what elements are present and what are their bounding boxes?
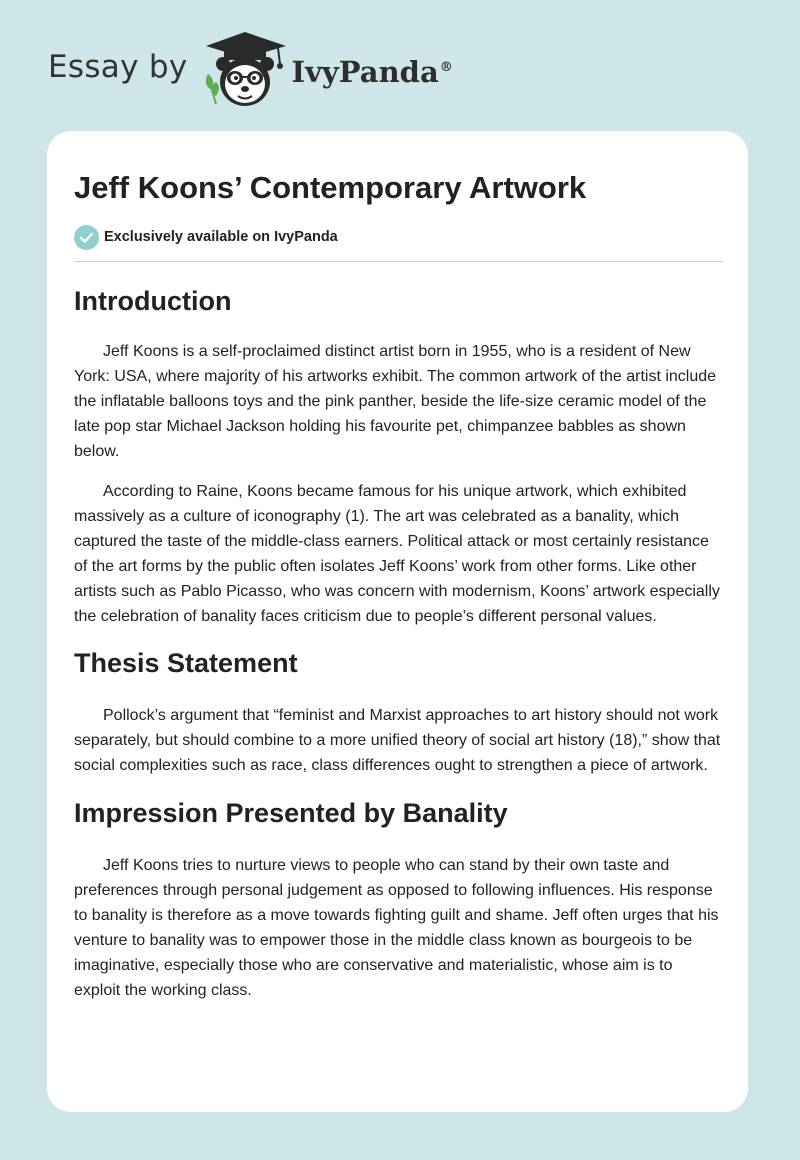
paragraph: Jeff Koons tries to nurture views to people who can stand by their own taste and preferences through personal judgement as opposed to following influences. His response to banality is therefore as a move towards fighting guilt and shame. Jeff often urges that his venture to banality was to empower those in the middle class known as bourgeois to be imaginative, especially those who are conservative and materialistic, whose aim is to exploit the working class. — [74, 857, 719, 999]
panda-logo-icon — [202, 30, 288, 110]
paragraph: According to Raine, Koons became famous for his unique artwork, which exhibited massively as a culture of iconography (1). The art was celebrated as a banality, which captured the taste of the middle-class earners. Political attack or most certainly resistance of the art forms by the public often isolates Jeff Koons’ work from other forms. Like other artists such as Pablo Picasso, who was concern with modernism, Koons’ artwork especially the celebration of banality faces criticism due to people’s different personal values. — [74, 483, 720, 625]
section-heading: Introduction — [74, 286, 232, 316]
brand-header — [48, 30, 453, 110]
section-impression-banality — [74, 796, 722, 1003]
exclusive-label: Exclusively available on IvyPanda — [104, 229, 338, 245]
check-circle-icon — [74, 225, 99, 250]
section-heading: Thesis Statement — [74, 648, 298, 678]
exclusive-badge — [74, 224, 722, 250]
essay-card — [47, 131, 748, 1112]
essay-by-label: Essay by — [48, 49, 188, 85]
section-heading: Impression Presented by Banality — [74, 798, 508, 828]
paragraph: Jeff Koons is a self-proclaimed distinct artist born in 1955, who is a resident of New York: USA, where majority of his artworks exhibit. The common artwork of the artist include the inflatable balloons toys and the pink panther, beside the life-size ceramic model of the late pop star Michael Jackson holding his favourite pet, chimpanzee babbles as shown below. — [74, 343, 717, 460]
divider — [74, 261, 723, 262]
section-thesis-statement — [74, 646, 722, 778]
paragraph: Pollock’s argument that “feminist and Marxist approaches to art history should not work separately, but should combine to a more unified theory of social art history (18),” show that social complexities such as race, class differences ought to strengthen a piece of artwork. — [74, 707, 721, 774]
brand-name: IvyPanda® — [291, 55, 453, 89]
page-title: Jeff Koons’ Contemporary Artwork — [74, 170, 587, 205]
section-introduction — [74, 284, 722, 629]
